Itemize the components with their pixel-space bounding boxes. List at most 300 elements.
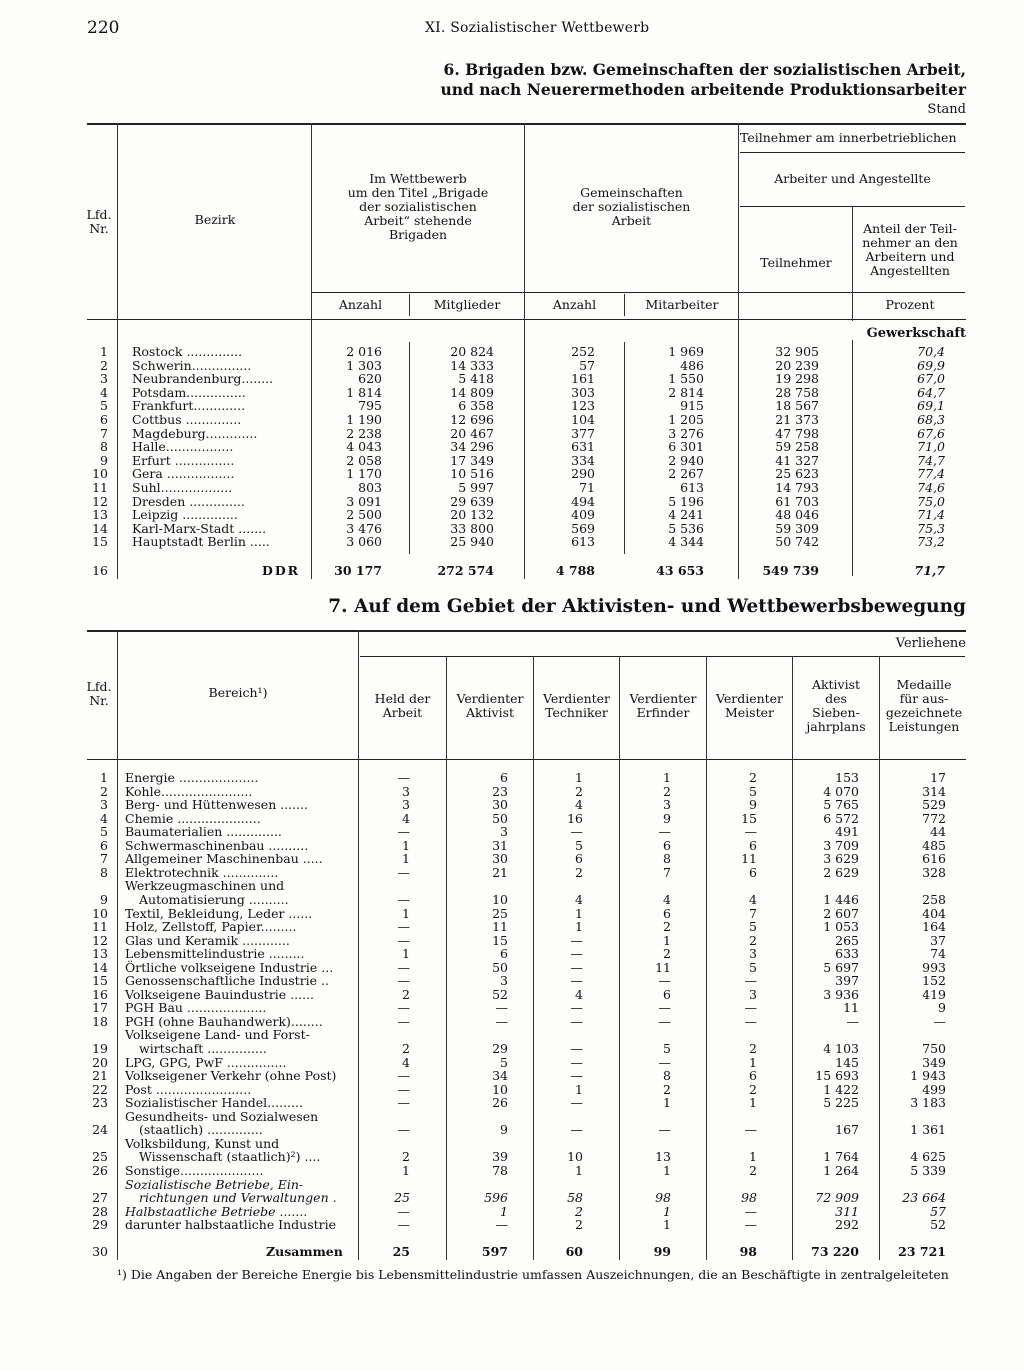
cell-value: 486 (680, 357, 704, 373)
cell-value: 4 (575, 797, 583, 813)
table7-col-header: Medaille für aus- gezeichnete Leistungen (885, 677, 963, 734)
cell-value: 1 (749, 1149, 757, 1165)
cell-value: — (744, 1013, 757, 1029)
row-label: Magdeburg............. (132, 425, 258, 441)
cell-value: 549 739 (762, 563, 819, 578)
cell-value: 71,7 (914, 563, 945, 578)
cell-value: — (570, 1095, 583, 1111)
cell-value: 10 (492, 1081, 508, 1097)
cell-value: 4 070 (823, 783, 859, 799)
cell-value: 34 296 (450, 439, 494, 455)
cell-value: 6 572 (823, 810, 859, 826)
cell-value: 152 (922, 973, 946, 989)
cell-value: — (397, 919, 410, 935)
cell-value: 3 276 (668, 425, 704, 441)
table7-col-header: Aktivist des Sieben- jahrplans (806, 677, 866, 734)
row-number: 18 (92, 1013, 108, 1029)
cell-value: 11 (741, 851, 757, 867)
row-label: Genossenschaftliche Industrie .. (125, 973, 329, 989)
row-number: 10 (92, 466, 108, 482)
cell-value: 11 (843, 1000, 859, 1016)
cell-value: 59 258 (775, 439, 819, 455)
cell-value: 14 793 (775, 480, 819, 495)
row-label: Suhl.................. (132, 480, 233, 495)
cell-value: 4 (402, 1054, 410, 1070)
row-number: 30 (92, 1244, 108, 1259)
table7-header-bottom-rule (87, 759, 966, 760)
table7-col-header: Verdienter Meister (715, 691, 784, 720)
row-label: Halbstaatliche Betriebe ....... (125, 1203, 308, 1219)
row-label: Werkzeugmaschinen und (125, 878, 285, 894)
cell-value: 404 (922, 905, 946, 921)
cell-value: 5 418 (458, 371, 494, 387)
cell-value: 73 220 (811, 1244, 859, 1259)
table6-col-teilnehmer-group: Teilnehmer am innerbetrieblichen (740, 130, 957, 145)
row-number: 13 (92, 507, 108, 523)
cell-value: 4 (575, 891, 583, 907)
row-number: 15 (92, 534, 108, 550)
row-label: Örtliche volkseigene Industrie ... (125, 959, 334, 975)
cell-value: 772 (922, 810, 946, 826)
cell-value: — (570, 959, 583, 975)
table-row (0, 413, 1024, 427)
cell-value: 26 (492, 1095, 508, 1111)
cell-value: 795 (358, 398, 382, 414)
cell-value: 98 (655, 1190, 671, 1206)
cell-value: 48 046 (775, 507, 819, 523)
table6-vrule-5 (852, 206, 853, 321)
table-row (0, 1191, 1024, 1205)
cell-value: 494 (571, 493, 595, 509)
cell-value: 15 (492, 932, 508, 948)
cell-value: 23 664 (902, 1190, 946, 1206)
row-number: 9 (100, 452, 108, 468)
cell-value: 69,1 (917, 398, 945, 414)
cell-value: — (744, 824, 757, 840)
row-number: 20 (92, 1054, 108, 1070)
cell-value: — (397, 1217, 410, 1233)
cell-value: 1 053 (823, 919, 859, 935)
cell-value: — (397, 1081, 410, 1097)
row-number: 12 (92, 493, 108, 509)
cell-value: 70,4 (917, 344, 945, 359)
table6-rule-c (311, 292, 965, 293)
cell-value: 1 814 (346, 384, 382, 400)
table6-sub-mitarbeiter: Mitarbeiter (645, 297, 719, 312)
row-number: 15 (92, 973, 108, 989)
cell-value: 631 (571, 439, 595, 455)
cell-value: 1 264 (823, 1162, 859, 1178)
cell-value: 15 693 (815, 1068, 859, 1084)
cell-value: 1 303 (346, 357, 382, 373)
cell-value: 9 (663, 810, 671, 826)
cell-value: 4 241 (668, 507, 704, 523)
table6-top-rule (87, 123, 966, 125)
table6-vrule-7 (624, 294, 625, 316)
cell-value: — (570, 1122, 583, 1138)
cell-value: — (570, 1068, 583, 1084)
cell-value: 47 798 (775, 425, 819, 441)
cell-value: 74,7 (917, 452, 945, 468)
row-label: Leipzig .............. (132, 507, 238, 523)
cell-value: 491 (835, 824, 859, 840)
cell-value: 303 (571, 384, 595, 400)
cell-value: 10 (567, 1149, 583, 1165)
cell-value: 164 (922, 919, 946, 935)
cell-value: 409 (571, 507, 595, 523)
cell-value: 4 103 (823, 1041, 859, 1056)
cell-value: 5 (749, 959, 757, 975)
cell-value: 2 (575, 783, 583, 799)
cell-value: 75,0 (917, 493, 945, 509)
cell-value: 377 (571, 425, 595, 441)
row-number: 23 (92, 1095, 108, 1111)
cell-value: 29 (492, 1041, 508, 1056)
cell-value: 6 (663, 905, 671, 921)
cell-value: 5 997 (458, 480, 494, 495)
cell-value: 153 (835, 770, 859, 785)
cell-value: 2 500 (346, 507, 382, 523)
cell-value: 2 629 (823, 864, 859, 880)
cell-value: 1 (402, 837, 410, 853)
cell-value: 5 225 (823, 1095, 859, 1111)
cell-value: — (570, 946, 583, 962)
row-number: 7 (100, 851, 108, 867)
cell-value: 311 (835, 1203, 859, 1219)
cell-value: — (397, 1000, 410, 1016)
cell-value: 67,6 (917, 425, 945, 441)
cell-value: 73,2 (917, 534, 945, 550)
table6-sub-mitglieder: Mitglieder (433, 297, 501, 312)
cell-value: 25 940 (450, 534, 494, 550)
cell-value: 2 267 (668, 466, 704, 482)
cell-value: 1 (575, 919, 583, 935)
cell-value: 60 (565, 1244, 583, 1259)
row-number: 7 (100, 425, 108, 441)
row-number: 9 (100, 891, 108, 907)
cell-value: 1 190 (346, 412, 382, 427)
cell-value: 1 (402, 1162, 410, 1178)
cell-value: 52 (492, 986, 508, 1002)
row-label: Sozialistische Betriebe, Ein- (125, 1176, 304, 1192)
cell-value: 2 (749, 770, 757, 785)
table6-col-gemeinschaften: Gemeinschaften der sozialistischen Arbeit (572, 185, 691, 228)
cell-value: 1 (402, 851, 410, 867)
cell-value: — (495, 1013, 508, 1029)
cell-value: 167 (835, 1122, 859, 1138)
cell-value: 37 (930, 932, 946, 948)
cell-value: 25 (492, 905, 508, 921)
cell-value: 12 696 (450, 412, 494, 427)
row-label: Erfurt ............... (132, 452, 235, 468)
table6-col-bezirk: Bezirk (194, 212, 236, 227)
row-label: Hauptstadt Berlin ..... (132, 534, 270, 550)
table7-col-header: Verdienter Aktivist (456, 691, 524, 720)
row-number: 6 (100, 837, 108, 853)
cell-value: 6 (663, 986, 671, 1002)
cell-value: 34 (492, 1068, 508, 1084)
cell-value: 2 (402, 1149, 410, 1165)
cell-value: 2 940 (668, 452, 704, 468)
table6-gewerkschaft: Gewerkschaft (866, 326, 966, 341)
row-label: PGH (ohne Bauhandwerk)........ (125, 1013, 323, 1029)
cell-value: 9 (749, 797, 757, 813)
cell-value: 3 (663, 797, 671, 813)
cell-value: 314 (922, 783, 946, 799)
cell-value: 4 625 (910, 1149, 946, 1165)
cell-value: 9 (938, 1000, 946, 1016)
cell-value: 616 (922, 851, 946, 867)
row-number: 11 (92, 919, 108, 935)
cell-value: 6 (749, 864, 757, 880)
cell-value: 123 (571, 398, 595, 414)
table6-title (441, 60, 967, 100)
table7-verliehene: Verliehene (895, 636, 966, 651)
row-number: 19 (92, 1041, 108, 1056)
cell-value: 613 (680, 480, 704, 495)
row-label: Rostock .............. (132, 344, 243, 359)
cell-value: — (397, 959, 410, 975)
cell-value: 529 (922, 797, 946, 813)
table6-sub-prozent: Prozent (885, 297, 935, 312)
cell-value: 30 (492, 851, 508, 867)
cell-value: 19 298 (775, 371, 819, 387)
cell-value: 72 909 (815, 1190, 859, 1206)
row-label: Holz, Zellstoff, Papier......... (125, 919, 297, 935)
table6-col-lfd: Lfd. Nr. (86, 207, 112, 236)
cell-value: — (570, 1013, 583, 1029)
row-number: 4 (100, 384, 108, 400)
row-number: 27 (92, 1190, 108, 1206)
cell-value: 29 639 (450, 493, 494, 509)
table6-header-bottom-rule (87, 319, 966, 320)
cell-value: 5 765 (823, 797, 859, 813)
cell-value: 3 709 (823, 837, 859, 853)
cell-value: 58 (567, 1190, 583, 1206)
cell-value: 1 361 (910, 1122, 946, 1138)
cell-value: 2 (575, 1203, 583, 1219)
row-number: 28 (92, 1203, 108, 1219)
cell-value: 6 (575, 851, 583, 867)
row-number: 8 (100, 439, 108, 455)
cell-value: 2 (663, 783, 671, 799)
row-label: Chemie ..................... (125, 810, 261, 826)
table6-title-line1: 6. Brigaden bzw. Gemeinschaften der sozialistischen Arbeit, (443, 60, 966, 79)
row-label: Halle................. (132, 439, 234, 455)
cell-value: 57 (930, 1203, 946, 1219)
cell-value: 334 (571, 452, 595, 468)
cell-value: 98 (741, 1190, 757, 1206)
table6-sub-anzahl2: Anzahl (552, 297, 597, 312)
row-number: 16 (92, 986, 108, 1002)
cell-value: 5 196 (668, 493, 704, 509)
table6-stand: Stand (927, 102, 966, 117)
cell-value: 613 (571, 534, 595, 550)
row-label: Baumaterialien .............. (125, 824, 282, 840)
cell-value: 50 (492, 959, 508, 975)
cell-value: 3 476 (346, 520, 382, 536)
cell-value: 597 (481, 1244, 508, 1259)
row-number: 5 (100, 398, 108, 414)
cell-value: 2 (749, 1162, 757, 1178)
row-label: DDR (262, 563, 301, 578)
cell-value: 68,3 (917, 412, 945, 427)
cell-value: 61 703 (775, 493, 819, 509)
cell-value: — (570, 973, 583, 989)
cell-value: — (744, 1217, 757, 1233)
cell-value: 5 (500, 1054, 508, 1070)
cell-value: 71 (579, 480, 595, 495)
row-label: Elektrotechnik .............. (125, 864, 279, 880)
row-number: 22 (92, 1081, 108, 1097)
cell-value: 20 132 (450, 507, 494, 523)
cell-value: 6 301 (668, 439, 704, 455)
cell-value: 2 (663, 946, 671, 962)
table-row (0, 771, 1024, 785)
row-number: 14 (92, 520, 108, 536)
cell-value: — (658, 1122, 671, 1138)
page-number: 220 (87, 18, 120, 38)
cell-value: 2 238 (346, 425, 382, 441)
row-number: 25 (92, 1149, 108, 1165)
cell-value: — (744, 1000, 757, 1016)
cell-value: 1 (402, 946, 410, 962)
cell-value: 750 (922, 1041, 946, 1056)
row-number: 2 (100, 783, 108, 799)
cell-value: 2 (749, 1041, 757, 1056)
cell-value: 5 (575, 837, 583, 853)
row-label-cont: (staatlich) .............. (139, 1122, 263, 1138)
row-label: LPG, GPG, PwF ............... (125, 1054, 287, 1070)
table7-col-header: Held der Arbeit (374, 691, 431, 720)
row-number: 6 (100, 412, 108, 427)
cell-value: 328 (922, 864, 946, 880)
row-number: 17 (92, 1000, 108, 1016)
row-number: 14 (92, 959, 108, 975)
cell-value: — (658, 1054, 671, 1070)
table-row (0, 1218, 1024, 1232)
cell-value: 28 758 (775, 384, 819, 400)
table-total-row (0, 564, 1024, 578)
cell-value: — (397, 973, 410, 989)
cell-value: — (397, 770, 410, 785)
table7-col-bereich: Bereich¹) (208, 685, 268, 700)
cell-value: 258 (922, 891, 946, 907)
cell-value: 20 239 (775, 357, 819, 373)
cell-value: — (744, 1203, 757, 1219)
row-label-cont: wirtschaft ............... (139, 1041, 267, 1056)
cell-value: 596 (484, 1190, 508, 1206)
cell-value: 16 (567, 810, 583, 826)
cell-value: 265 (835, 932, 859, 948)
cell-value: 32 905 (775, 344, 819, 359)
cell-value: 10 516 (450, 466, 494, 482)
cell-value: 2 (575, 864, 583, 880)
row-label: Volkseigene Land- und Forst- (125, 1027, 310, 1043)
cell-value: — (658, 973, 671, 989)
row-label-cont: richtungen und Verwaltungen . (139, 1190, 337, 1206)
cell-value: 1 764 (823, 1149, 859, 1165)
cell-value: 3 (402, 783, 410, 799)
cell-value: 1 422 (823, 1081, 859, 1097)
row-label: Volksbildung, Kunst und (125, 1135, 280, 1151)
cell-value: 499 (922, 1081, 946, 1097)
table6-col-anteil: Anteil der Teil- nehmer an den Arbeitern und Angestellten (862, 221, 958, 278)
row-label-cont: Wissenschaft (staatlich)²) .... (139, 1149, 321, 1165)
cell-value: 1 (575, 770, 583, 785)
cell-value: 2 (749, 1081, 757, 1097)
cell-value: — (397, 824, 410, 840)
table6-vrule-6 (409, 294, 410, 316)
running-title: XI. Sozialistischer Wettbewerb (425, 20, 650, 36)
table-row (0, 481, 1024, 495)
cell-value: 633 (835, 946, 859, 962)
cell-value: 30 177 (334, 563, 382, 578)
cell-value: 6 (663, 837, 671, 853)
cell-value: 23 (492, 783, 508, 799)
cell-value: 5 (663, 1041, 671, 1056)
cell-value: 3 936 (823, 986, 859, 1002)
cell-value: — (744, 973, 757, 989)
cell-value: 1 (749, 1054, 757, 1070)
cell-value: 7 (749, 905, 757, 921)
cell-value: 3 (500, 824, 508, 840)
cell-value: 59 309 (775, 520, 819, 536)
cell-value: 145 (835, 1054, 859, 1070)
cell-value: 1 (663, 770, 671, 785)
cell-value: 4 043 (346, 439, 382, 455)
cell-value: 77,4 (917, 466, 945, 482)
cell-value: 3 (500, 973, 508, 989)
table7-col-lfd: Lfd. Nr. (86, 679, 112, 708)
row-label: Gera ................. (132, 466, 235, 482)
row-label: Lebensmittelindustrie ......... (125, 946, 305, 962)
cell-value: 1 170 (346, 466, 382, 482)
cell-value: 10 (492, 891, 508, 907)
cell-value: 8 (663, 851, 671, 867)
cell-value: 915 (680, 398, 704, 414)
cell-value: — (397, 932, 410, 948)
row-label: darunter halbstaatliche Industrie (125, 1217, 337, 1233)
cell-value: — (658, 1000, 671, 1016)
row-number: 26 (92, 1162, 108, 1178)
row-number: 8 (100, 864, 108, 880)
cell-value: 1 (575, 1081, 583, 1097)
cell-value: 2 058 (346, 452, 382, 468)
cell-value: 1 (663, 1162, 671, 1178)
row-number: 3 (100, 371, 108, 387)
cell-value: 15 (741, 810, 757, 826)
cell-value: 485 (922, 837, 946, 853)
cell-value: 803 (358, 480, 382, 495)
cell-value: 1 446 (823, 891, 859, 907)
cell-value: 43 653 (656, 563, 704, 578)
row-label-cont: Automatisierung .......... (139, 891, 289, 907)
table6-sub-anzahl1: Anzahl (338, 297, 383, 312)
cell-value: 75,3 (917, 520, 945, 536)
cell-value: 7 (663, 864, 671, 880)
cell-value: 11 (492, 919, 508, 935)
row-label: Sozialistischer Handel......... (125, 1095, 303, 1111)
row-label: Kohle....................... (125, 783, 253, 799)
row-label: Allgemeiner Maschinenbau ..... (125, 851, 323, 867)
row-label: Volkseigene Bauindustrie ...... (125, 986, 315, 1002)
row-label: Sonstige..................... (125, 1162, 264, 1178)
table6-col-wettbewerb: Im Wettbewerb um den Titel „Brigade der sozialistischen Arbeit“ stehende Brigaden (347, 171, 489, 242)
cell-value: — (570, 1000, 583, 1016)
cell-value: 2 016 (346, 344, 382, 359)
table6-rule-a (740, 152, 965, 153)
